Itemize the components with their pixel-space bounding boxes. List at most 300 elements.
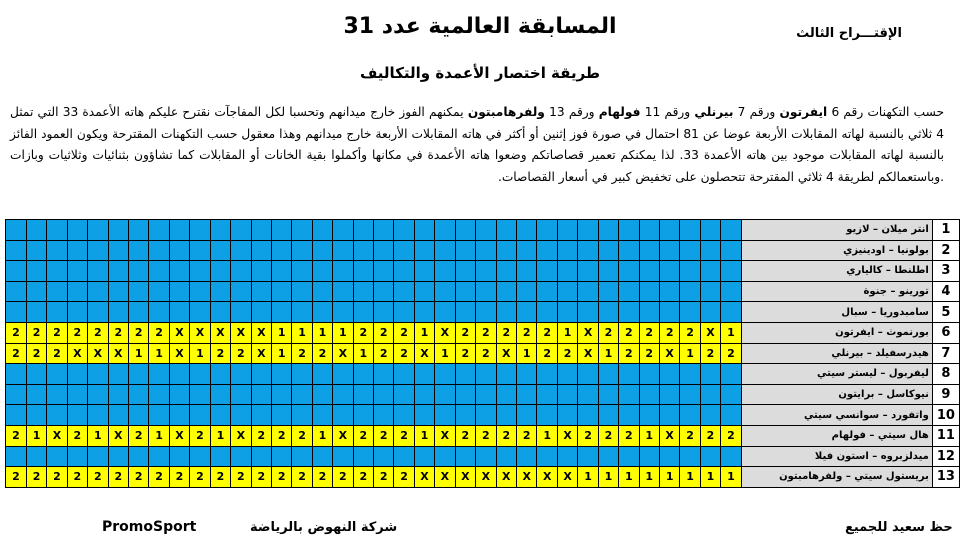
prediction-cell xyxy=(190,384,210,405)
prediction-cell: 1 xyxy=(517,343,537,364)
prediction-cell xyxy=(700,281,720,302)
prediction-cell: 2 xyxy=(394,425,414,446)
prediction-cell: 1 xyxy=(190,343,210,364)
prediction-cell: 1 xyxy=(272,322,292,343)
prediction-cell: 1 xyxy=(659,467,679,488)
prediction-cell xyxy=(149,302,169,323)
paragraph-text: ورقم 7 xyxy=(733,105,780,119)
prediction-cell xyxy=(639,281,659,302)
prediction-cell xyxy=(47,240,67,261)
prediction-cell xyxy=(639,220,659,241)
match-name: انتر ميلان – لازيو xyxy=(741,220,932,241)
prediction-cell xyxy=(476,261,496,282)
prediction-cell xyxy=(578,384,598,405)
prediction-cell xyxy=(598,364,618,385)
prediction-cell xyxy=(333,302,353,323)
prediction-cell: 2 xyxy=(210,343,230,364)
prediction-cell xyxy=(149,261,169,282)
prediction-cell xyxy=(292,405,312,426)
prediction-cell xyxy=(108,405,128,426)
prediction-cell xyxy=(476,446,496,467)
brand-name: PromoSport xyxy=(102,519,197,535)
prediction-cell xyxy=(680,302,700,323)
grid-row xyxy=(6,384,960,405)
grid-row xyxy=(6,240,960,261)
prediction-cell: 2 xyxy=(680,425,700,446)
prediction-cell: 1 xyxy=(149,425,169,446)
prediction-cell xyxy=(476,220,496,241)
prediction-cell: 2 xyxy=(721,343,741,364)
prediction-cell: 2 xyxy=(88,322,108,343)
prediction-cell xyxy=(455,220,475,241)
prediction-cell xyxy=(394,446,414,467)
prediction-cell xyxy=(251,364,271,385)
prediction-cell: 1 xyxy=(700,467,720,488)
prediction-cell xyxy=(47,446,67,467)
grid-row xyxy=(6,322,960,343)
prediction-cell: 2 xyxy=(455,322,475,343)
prediction-cell xyxy=(537,302,557,323)
prediction-cell xyxy=(435,446,455,467)
prediction-cell: 2 xyxy=(373,343,393,364)
prediction-cell: 1 xyxy=(721,467,741,488)
prediction-cell xyxy=(6,220,27,241)
prediction-cell: 1 xyxy=(353,343,373,364)
prediction-cell: 2 xyxy=(47,467,67,488)
prediction-cell xyxy=(231,384,251,405)
grid-row xyxy=(6,302,960,323)
prediction-cell xyxy=(537,364,557,385)
prediction-cell: 2 xyxy=(26,467,46,488)
prediction-cell: 2 xyxy=(88,467,108,488)
prediction-cell xyxy=(292,302,312,323)
prediction-cell: 1 xyxy=(210,425,230,446)
prediction-cell xyxy=(210,405,230,426)
prediction-cell xyxy=(272,281,292,302)
prediction-cell: 2 xyxy=(680,322,700,343)
prediction-cell: 2 xyxy=(210,467,230,488)
prediction-cell xyxy=(251,302,271,323)
prediction-cell xyxy=(578,302,598,323)
prediction-cell: 2 xyxy=(700,425,720,446)
prediction-cell xyxy=(272,240,292,261)
prediction-cell xyxy=(537,405,557,426)
prediction-cell: 2 xyxy=(578,425,598,446)
prediction-cell xyxy=(680,446,700,467)
prediction-cell xyxy=(455,261,475,282)
prediction-cell xyxy=(6,281,27,302)
prediction-cell xyxy=(47,364,67,385)
prediction-cell: 2 xyxy=(292,343,312,364)
prediction-cell: 2 xyxy=(394,322,414,343)
prediction-cell xyxy=(67,240,87,261)
prediction-cell xyxy=(557,240,577,261)
prediction-cell xyxy=(312,240,332,261)
prediction-cell xyxy=(578,220,598,241)
prediction-cell: X xyxy=(476,467,496,488)
prediction-cell: 2 xyxy=(537,322,557,343)
prediction-cell xyxy=(47,384,67,405)
prediction-cell: 1 xyxy=(680,343,700,364)
prediction-cell: 2 xyxy=(517,425,537,446)
prediction-cell xyxy=(700,240,720,261)
prediction-cell xyxy=(394,261,414,282)
prediction-cell: 2 xyxy=(373,322,393,343)
prediction-cell xyxy=(598,446,618,467)
prediction-cell xyxy=(333,220,353,241)
prediction-cell xyxy=(639,446,659,467)
prediction-cell xyxy=(496,261,516,282)
prediction-cell xyxy=(455,364,475,385)
prediction-cell xyxy=(67,446,87,467)
prediction-cell xyxy=(435,405,455,426)
prediction-cell xyxy=(353,405,373,426)
prediction-cell xyxy=(190,446,210,467)
paragraph-text: ورقم 13 xyxy=(544,105,599,119)
prediction-cell: 2 xyxy=(251,425,271,446)
prediction-cell xyxy=(721,220,741,241)
prediction-cell xyxy=(88,446,108,467)
prediction-cell xyxy=(517,405,537,426)
match-number: 5 xyxy=(932,302,959,323)
prediction-cell: X xyxy=(169,343,189,364)
prediction-cell: 2 xyxy=(26,343,46,364)
page-title: المسابقة العالمية عدد 31 xyxy=(343,14,617,39)
prediction-cell xyxy=(476,281,496,302)
prediction-cell xyxy=(517,302,537,323)
prediction-cell xyxy=(394,281,414,302)
prediction-cell xyxy=(353,220,373,241)
prediction-cell xyxy=(619,220,639,241)
prediction-cell xyxy=(272,384,292,405)
prediction-cell xyxy=(169,384,189,405)
grid-row xyxy=(6,261,960,282)
prediction-cell xyxy=(210,240,230,261)
grid-row xyxy=(6,467,960,488)
prediction-cell: X xyxy=(435,467,455,488)
prediction-cell xyxy=(47,405,67,426)
prediction-cell xyxy=(659,220,679,241)
good-luck-text: حظ سعيد للجميع xyxy=(845,520,953,535)
prediction-cell xyxy=(394,405,414,426)
match-name: بريستول سيتي – ولفرهامبتون xyxy=(741,467,932,488)
grid-row xyxy=(6,405,960,426)
prediction-cell xyxy=(394,384,414,405)
prediction-cell xyxy=(598,261,618,282)
team-name-highlight: فولهام xyxy=(598,105,641,119)
prediction-cell xyxy=(129,384,149,405)
prediction-cell: X xyxy=(333,425,353,446)
prediction-cell xyxy=(88,261,108,282)
prediction-cell xyxy=(272,364,292,385)
prediction-cell xyxy=(373,220,393,241)
prediction-cell: X xyxy=(169,322,189,343)
prediction-cell xyxy=(721,384,741,405)
prediction-cell xyxy=(373,240,393,261)
prediction-cell xyxy=(619,281,639,302)
prediction-cell: 2 xyxy=(619,343,639,364)
prediction-cell: 2 xyxy=(619,425,639,446)
prediction-cell: 1 xyxy=(312,322,332,343)
prediction-cell: X xyxy=(496,343,516,364)
prediction-cell xyxy=(88,405,108,426)
prediction-cell: X xyxy=(251,322,271,343)
prediction-cell xyxy=(414,446,434,467)
prediction-cell xyxy=(129,281,149,302)
prediction-cell xyxy=(721,240,741,261)
prediction-cell xyxy=(272,405,292,426)
prediction-cell xyxy=(6,384,27,405)
prediction-cell xyxy=(88,281,108,302)
prediction-cell xyxy=(353,281,373,302)
prediction-cell: 2 xyxy=(190,467,210,488)
prediction-cell xyxy=(639,405,659,426)
prediction-cell xyxy=(88,384,108,405)
prediction-cell xyxy=(292,240,312,261)
prediction-cell xyxy=(353,364,373,385)
prediction-cell xyxy=(67,364,87,385)
prediction-cell xyxy=(414,364,434,385)
prediction-cell: X xyxy=(67,343,87,364)
prediction-cell xyxy=(190,302,210,323)
prediction-cell xyxy=(108,384,128,405)
prediction-cell xyxy=(680,281,700,302)
prediction-cell: 2 xyxy=(353,425,373,446)
prediction-cell: 1 xyxy=(721,322,741,343)
prediction-cell xyxy=(169,364,189,385)
prediction-cell: X xyxy=(557,467,577,488)
prediction-cell xyxy=(149,405,169,426)
prediction-cell xyxy=(149,220,169,241)
prediction-cell xyxy=(517,261,537,282)
prediction-cell: 1 xyxy=(26,425,46,446)
prediction-cell xyxy=(312,261,332,282)
prediction-cell xyxy=(149,446,169,467)
prediction-cell xyxy=(251,405,271,426)
match-number: 6 xyxy=(932,322,959,343)
prediction-cell: X xyxy=(414,343,434,364)
prediction-cell xyxy=(169,220,189,241)
prediction-cell: 1 xyxy=(639,425,659,446)
prediction-cell xyxy=(353,240,373,261)
prediction-cell: X xyxy=(414,467,434,488)
prediction-cell: 1 xyxy=(557,322,577,343)
prediction-cell xyxy=(557,384,577,405)
prediction-cell xyxy=(680,240,700,261)
prediction-cell: 1 xyxy=(537,425,557,446)
prediction-cell xyxy=(129,240,149,261)
prediction-cell xyxy=(210,261,230,282)
prediction-cell xyxy=(557,302,577,323)
prediction-cell xyxy=(26,261,46,282)
prediction-cell xyxy=(721,302,741,323)
prediction-cell xyxy=(67,281,87,302)
prediction-cell xyxy=(455,281,475,302)
prediction-cell xyxy=(373,281,393,302)
paragraph-text: يمكنهم الفوز خارج ميدانهم وتحسبا لكل المفاجآت نقترح عليكم هاته الأعمدة 33 التي تمثل 4 ثلاثي بالنسبة لهاته المقابلات الأربعة عوضا عن 81 احتمال في صورة فوز إثنين أو أكثر في هاته المقابلات الأربعة خارج ميدانهم وهذا معقول حسب التكهنات المقترحة ويكون العمود الفائز بالنسبة لهاته المقابلات موجود بين هاته الأعمدة 33. لذا يمكنكم تعمير قصاصاتكم وضعوا هاته الأعمدة في مكانها وأكملوا بقية الخانات أو المقابلات كما تشاؤون بثنائيات وثلاثيات وبازات .وباستعمالكم لطريقة 4 ثلاثي المقترحة تتحصلون على تخفيض كبير في أسعار القصاصات. xyxy=(10,105,945,184)
prediction-cell xyxy=(129,446,149,467)
prediction-cell: 2 xyxy=(6,425,27,446)
prediction-cell xyxy=(517,384,537,405)
prediction-cell xyxy=(169,446,189,467)
prediction-cell: 2 xyxy=(231,343,251,364)
prediction-cell: 2 xyxy=(108,467,128,488)
grid-row xyxy=(6,343,960,364)
prediction-cell: 2 xyxy=(476,343,496,364)
match-number: 9 xyxy=(932,384,959,405)
prediction-cell xyxy=(251,220,271,241)
prediction-cell xyxy=(231,405,251,426)
prediction-grid xyxy=(5,219,960,488)
prediction-cell: X xyxy=(578,322,598,343)
prediction-cell: 1 xyxy=(639,467,659,488)
prediction-cell xyxy=(435,220,455,241)
prediction-cell xyxy=(414,281,434,302)
prediction-cell xyxy=(619,364,639,385)
prediction-cell xyxy=(312,364,332,385)
prediction-cell xyxy=(26,302,46,323)
prediction-cell xyxy=(6,446,27,467)
prediction-cell: 2 xyxy=(129,322,149,343)
prediction-cell xyxy=(619,261,639,282)
prediction-cell: 1 xyxy=(129,343,149,364)
prediction-cell xyxy=(67,261,87,282)
prediction-cell xyxy=(598,405,618,426)
paragraph-text: حسب التكهنات رقم 6 xyxy=(827,105,945,119)
prediction-cell xyxy=(659,261,679,282)
prediction-cell: 2 xyxy=(659,322,679,343)
prediction-cell: 1 xyxy=(598,343,618,364)
prediction-cell: 2 xyxy=(496,322,516,343)
match-number: 2 xyxy=(932,240,959,261)
prediction-cell xyxy=(190,220,210,241)
prediction-cell: 2 xyxy=(292,425,312,446)
prediction-cell xyxy=(455,240,475,261)
prediction-cell xyxy=(517,220,537,241)
prediction-cell xyxy=(700,302,720,323)
prediction-cell xyxy=(6,364,27,385)
prediction-cell xyxy=(639,261,659,282)
prediction-cell xyxy=(476,364,496,385)
prediction-cell: 2 xyxy=(272,467,292,488)
match-name: ميدلزبروه – استون فيلا xyxy=(741,446,932,467)
match-name: اطلنطا – كالياري xyxy=(741,261,932,282)
prediction-cell xyxy=(88,364,108,385)
prediction-cell: 2 xyxy=(455,343,475,364)
prediction-cell: 2 xyxy=(129,467,149,488)
intro-paragraph xyxy=(10,102,944,188)
prediction-cell xyxy=(414,302,434,323)
prediction-cell xyxy=(680,405,700,426)
prediction-cell xyxy=(578,364,598,385)
prediction-cell xyxy=(129,302,149,323)
prediction-cell xyxy=(47,261,67,282)
prediction-cell xyxy=(537,446,557,467)
match-name: هال سيتي – فولهام xyxy=(741,425,932,446)
prediction-cell: 2 xyxy=(47,322,67,343)
prediction-cell xyxy=(700,446,720,467)
prediction-cell xyxy=(231,220,251,241)
prediction-cell xyxy=(557,446,577,467)
match-number: 4 xyxy=(932,281,959,302)
prediction-cell: 1 xyxy=(292,322,312,343)
prediction-cell: 2 xyxy=(47,343,67,364)
prediction-cell xyxy=(496,220,516,241)
prediction-cell: 2 xyxy=(6,322,27,343)
prediction-cell: X xyxy=(333,343,353,364)
prediction-cell xyxy=(496,240,516,261)
prediction-cell xyxy=(476,302,496,323)
prediction-cell xyxy=(26,384,46,405)
prediction-cell xyxy=(333,364,353,385)
prediction-cell xyxy=(435,240,455,261)
prediction-cell xyxy=(190,405,210,426)
prediction-cell xyxy=(108,281,128,302)
match-name: تورينو – جنوة xyxy=(741,281,932,302)
prediction-cell xyxy=(333,384,353,405)
prediction-cell: 2 xyxy=(639,322,659,343)
prediction-cell: 2 xyxy=(700,343,720,364)
prediction-cell xyxy=(292,384,312,405)
prediction-cell xyxy=(578,240,598,261)
prediction-cell xyxy=(373,261,393,282)
prediction-cell xyxy=(414,220,434,241)
prediction-cell xyxy=(251,240,271,261)
prediction-cell xyxy=(210,364,230,385)
prediction-cell: 2 xyxy=(169,467,189,488)
prediction-cell xyxy=(721,446,741,467)
prediction-cell xyxy=(251,446,271,467)
prediction-cell xyxy=(496,364,516,385)
prediction-cell xyxy=(394,240,414,261)
prediction-cell: 2 xyxy=(67,467,87,488)
prediction-cell: 2 xyxy=(108,322,128,343)
prediction-cell xyxy=(557,364,577,385)
prediction-cell xyxy=(639,384,659,405)
prediction-cell xyxy=(312,405,332,426)
prediction-cell xyxy=(435,384,455,405)
prediction-cell xyxy=(721,261,741,282)
prediction-cell: X xyxy=(517,467,537,488)
prediction-cell: 2 xyxy=(476,425,496,446)
prediction-cell xyxy=(476,384,496,405)
prediction-cell: X xyxy=(435,425,455,446)
match-name: واتفورد – سوانسي سيتي xyxy=(741,405,932,426)
prediction-cell xyxy=(659,281,679,302)
prediction-cell xyxy=(557,281,577,302)
prediction-cell: 2 xyxy=(373,467,393,488)
prediction-cell xyxy=(251,261,271,282)
prediction-cell xyxy=(373,384,393,405)
prediction-cell: 2 xyxy=(272,425,292,446)
prediction-cell: X xyxy=(88,343,108,364)
prediction-cell xyxy=(129,261,149,282)
prediction-cell: 1 xyxy=(680,467,700,488)
prediction-cell: 2 xyxy=(557,343,577,364)
match-name: بولونيا – اودينيزي xyxy=(741,240,932,261)
prediction-cell xyxy=(67,220,87,241)
prediction-cell xyxy=(414,240,434,261)
prediction-cell xyxy=(517,240,537,261)
prediction-cell xyxy=(659,405,679,426)
prediction-cell xyxy=(721,405,741,426)
prediction-cell: 1 xyxy=(333,322,353,343)
match-number: 10 xyxy=(932,405,959,426)
prediction-cell xyxy=(26,405,46,426)
prediction-cell xyxy=(108,364,128,385)
prediction-cell xyxy=(700,405,720,426)
prediction-cell xyxy=(414,405,434,426)
